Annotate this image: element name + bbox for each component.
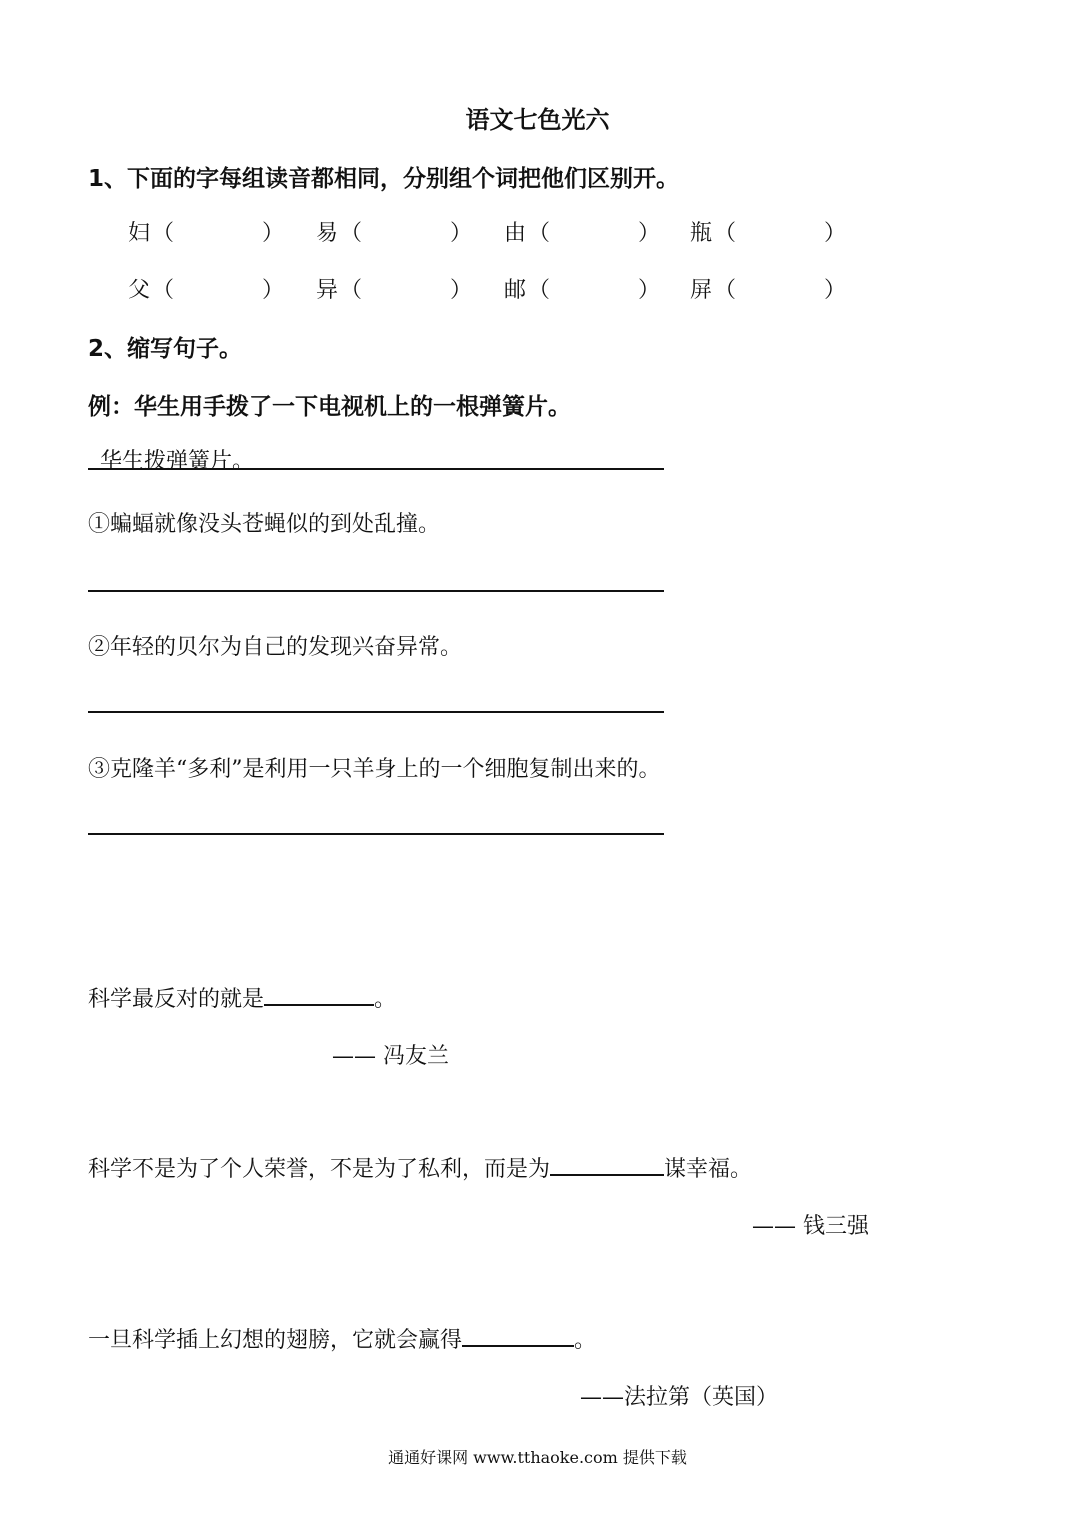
q1-char: 异: [316, 278, 339, 303]
answer-line-1[interactable]: [88, 590, 664, 592]
page-title: 语文七色光六: [465, 105, 610, 134]
q1-answer-blank[interactable]: （ ）: [152, 278, 285, 303]
quote-2-author: —— 钱三强: [752, 1214, 869, 1239]
footer-credit: 通通好课网 www.tthaoke.com 提供下载: [388, 1448, 687, 1467]
q1-row-2: [0, 273, 1075, 303]
sentence-1: ①蝙蝠就像没头苍蝇似的到处乱撞。: [88, 512, 441, 537]
example-answer: 华生拨弹簧片。: [100, 449, 255, 474]
q1-char: 邮: [504, 278, 527, 303]
sentence-2: ②年轻的贝尔为自己的发现兴奋异常。: [88, 635, 463, 660]
quote-1-author: —— 冯友兰: [332, 1044, 449, 1069]
quote-2-end: 谋幸福。: [664, 1157, 753, 1182]
quote-1-text: 科学最反对的就是: [88, 987, 265, 1012]
answer-line-3[interactable]: [88, 833, 664, 835]
example-sentence: 例：华生用手拨了一下电视机上的一根弹簧片。: [88, 394, 571, 420]
q1-row-1: [0, 216, 1075, 246]
question-2-prompt: 2、缩写句子。: [88, 336, 243, 362]
q1-char: 由: [504, 221, 527, 246]
quote-2-blank[interactable]: [550, 1152, 664, 1176]
q1-answer-blank[interactable]: （ ）: [340, 278, 473, 303]
quote-3-blank[interactable]: [462, 1323, 574, 1347]
q1-char: 屏: [690, 278, 713, 303]
quote-1-blank[interactable]: [264, 982, 374, 1006]
q1-char: 妇: [128, 221, 151, 246]
quote-3-text: 一旦科学插上幻想的翅膀，它就会赢得: [88, 1328, 463, 1353]
sentence-3: ③克隆羊“多利”是利用一只羊身上的一个细胞复制出来的。: [88, 757, 661, 782]
quote-3-author: ——法拉第（英国）: [580, 1385, 779, 1410]
example-answer-line: [88, 468, 664, 470]
quote-2-text: 科学不是为了个人荣誉，不是为了私利，而是为: [88, 1157, 551, 1182]
q1-answer-blank[interactable]: （ ）: [528, 221, 661, 246]
q1-answer-blank[interactable]: （ ）: [340, 221, 473, 246]
quote-2: [88, 1152, 752, 1183]
q1-answer-blank[interactable]: （ ）: [714, 278, 847, 303]
q1-answer-blank[interactable]: （ ）: [528, 278, 661, 303]
q1-char: 瓶: [690, 221, 713, 246]
q1-answer-blank[interactable]: （ ）: [152, 221, 285, 246]
answer-line-2[interactable]: [88, 711, 664, 713]
q1-char: 父: [128, 278, 151, 303]
quote-1: [88, 982, 396, 1013]
quote-3: [88, 1323, 596, 1354]
q1-answer-blank[interactable]: （ ）: [714, 221, 847, 246]
quote-3-end: 。: [574, 1328, 597, 1353]
q1-char: 易: [316, 221, 339, 246]
quote-1-end: 。: [374, 987, 397, 1012]
question-1-prompt: 1、下面的字每组读音都相同，分别组个词把他们区别开。: [88, 166, 680, 192]
